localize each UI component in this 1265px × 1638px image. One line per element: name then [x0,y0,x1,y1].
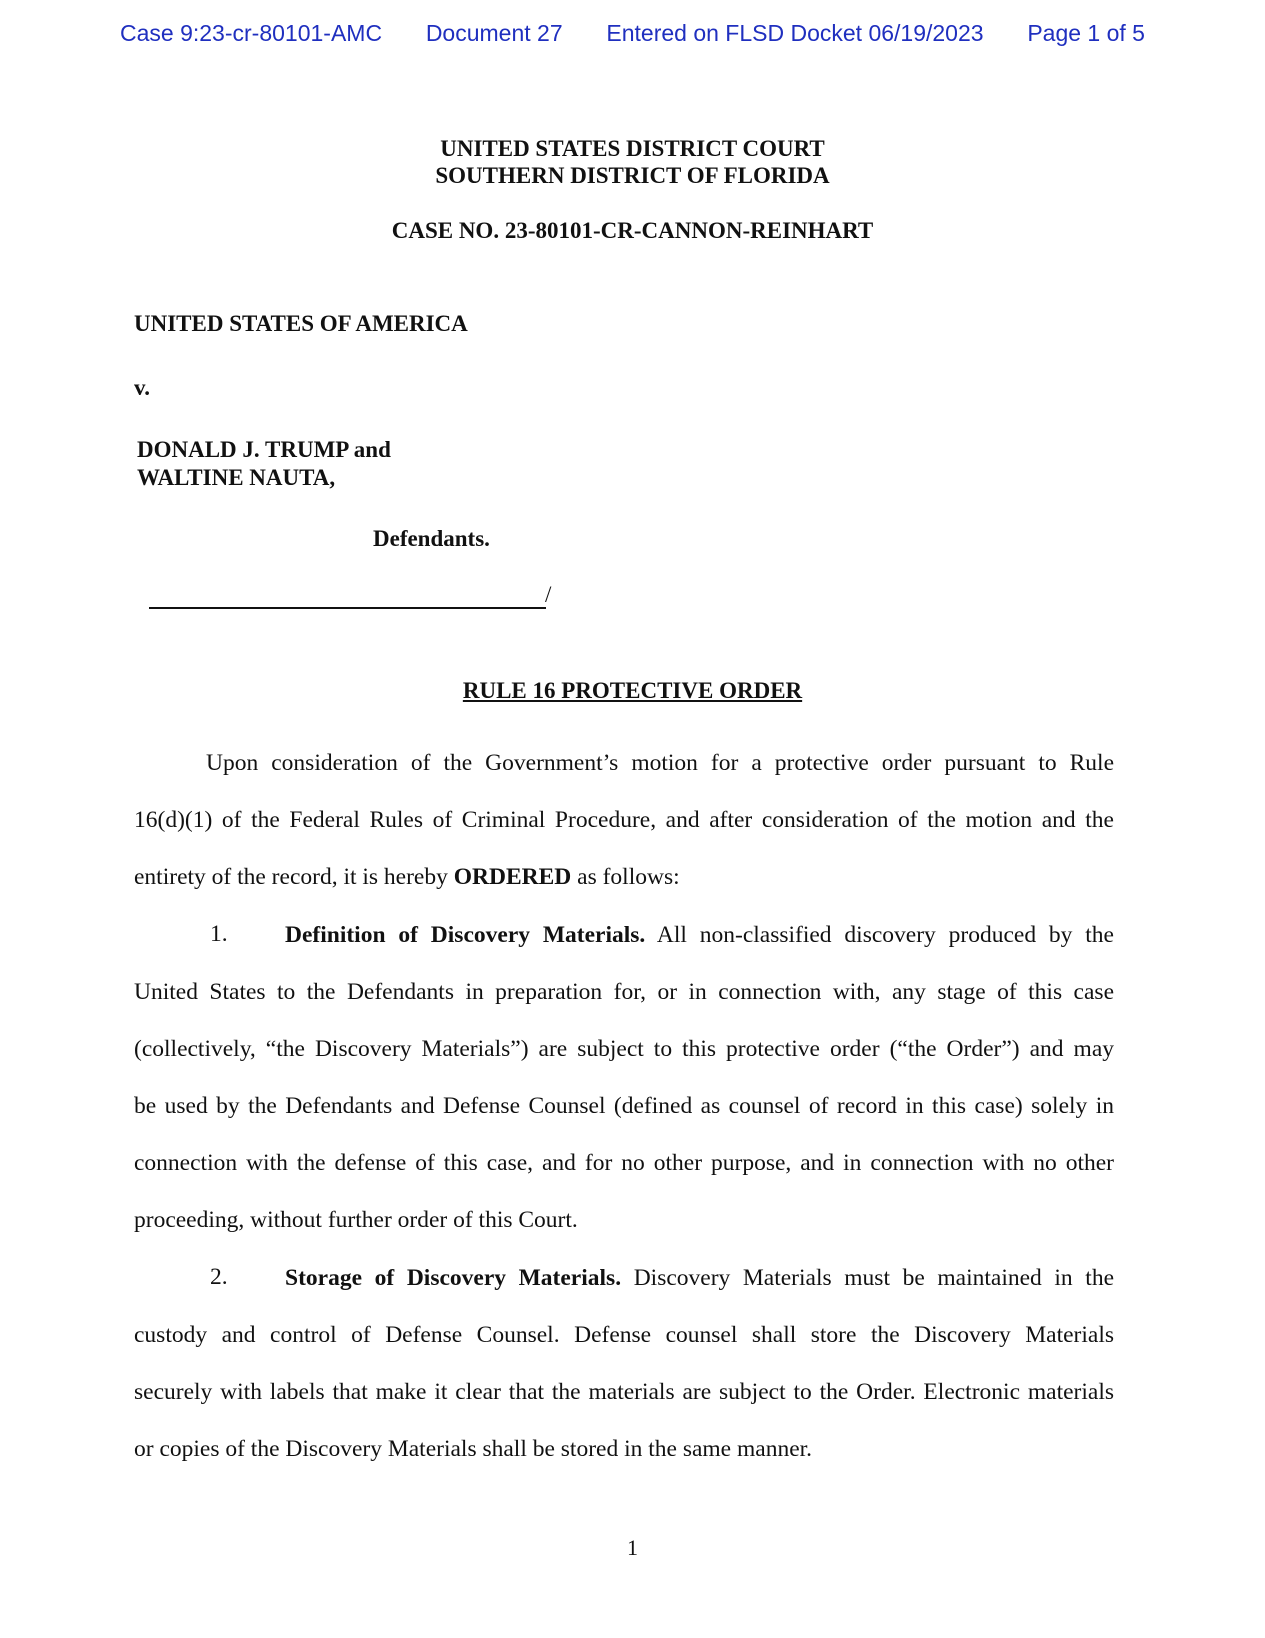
case-number: CASE NO. 23-80101-CR-CANNON-REINHART [391,218,874,243]
ordered-word: ORDERED [453,864,572,890]
defendants-label: Defendants. [373,526,490,551]
paragraph-2-heading: Storage of Discovery Materials. [285,1265,622,1291]
stamp-page-count: Page 1 of 5 [1027,20,1145,46]
paragraph-1-line: (collectively, “the Discovery Materials”) are subject to this protective order (“the Order”) and may [134,1036,1114,1062]
paragraph-1-number: 1. [210,921,228,947]
paragraph-1-line: proceeding, without further order of this Court. [134,1207,578,1233]
page-number: 1 [627,1535,638,1560]
paragraph-1-line: United States to the Defendants in preparation for, or in connection with, any stage of this case [134,979,1114,1005]
intro-line-3 [134,863,1114,891]
stamp-entered-date: Entered on FLSD Docket 06/19/2023 [606,20,984,46]
court-district: SOUTHERN DISTRICT OF FLORIDA [435,163,830,188]
intro-line-3-before: entirety of the record, it is hereby [134,864,454,890]
defendant-line-1: DONALD J. TRUMP and [137,437,391,462]
stamp-document-number: Document 27 [425,20,563,46]
paragraph-2-first-text: Discovery Materials must be maintained in the [633,1265,1115,1291]
paragraph-1-heading: Definition of Discovery Materials. [285,922,646,948]
court-name: UNITED STATES DISTRICT COURT [440,136,825,161]
defendant-line-2: WALTINE NAUTA, [137,465,336,490]
order-title: RULE 16 PROTECTIVE ORDER [462,678,803,703]
paragraph-2-first-line [285,1264,1114,1292]
paragraph-2-line: or copies of the Discovery Materials shall be stored in the same manner. [134,1436,813,1462]
intro-line-2: 16(d)(1) of the Federal Rules of Criminal Procedure, and after consideration of the motion and the [134,807,1114,833]
intro-line-3-after: as follows: [571,864,680,890]
paragraph-1-first-line [285,921,1114,949]
docket-header-stamp [120,20,1145,47]
paragraph-2-line: custody and control of Defense Counsel. Defense counsel shall store the Discovery Materials [134,1322,1114,1348]
versus: v. [134,375,150,400]
paragraph-1-line: connection with the defense of this case, and for no other purpose, and in connection with no other [134,1150,1114,1176]
paragraph-2-number: 2. [210,1264,228,1290]
paragraph-1-first-text: All non-classified discovery produced by the [656,922,1114,948]
paragraph-1-line: be used by the Defendants and Defense Counsel (defined as counsel of record in this case) solely in [134,1093,1114,1119]
paragraph-2-line: securely with labels that make it clear that the materials are subject to the Order. Electronic materials [134,1379,1114,1405]
caption-divider [149,607,546,609]
stamp-case-number: Case 9:23-cr-80101-AMC [120,20,383,46]
caption-slash: / [545,582,552,607]
intro-line-1: Upon consideration of the Government’s motion for a protective order pursuant to Rule [206,750,1114,776]
plaintiff-name: UNITED STATES OF AMERICA [134,311,468,336]
